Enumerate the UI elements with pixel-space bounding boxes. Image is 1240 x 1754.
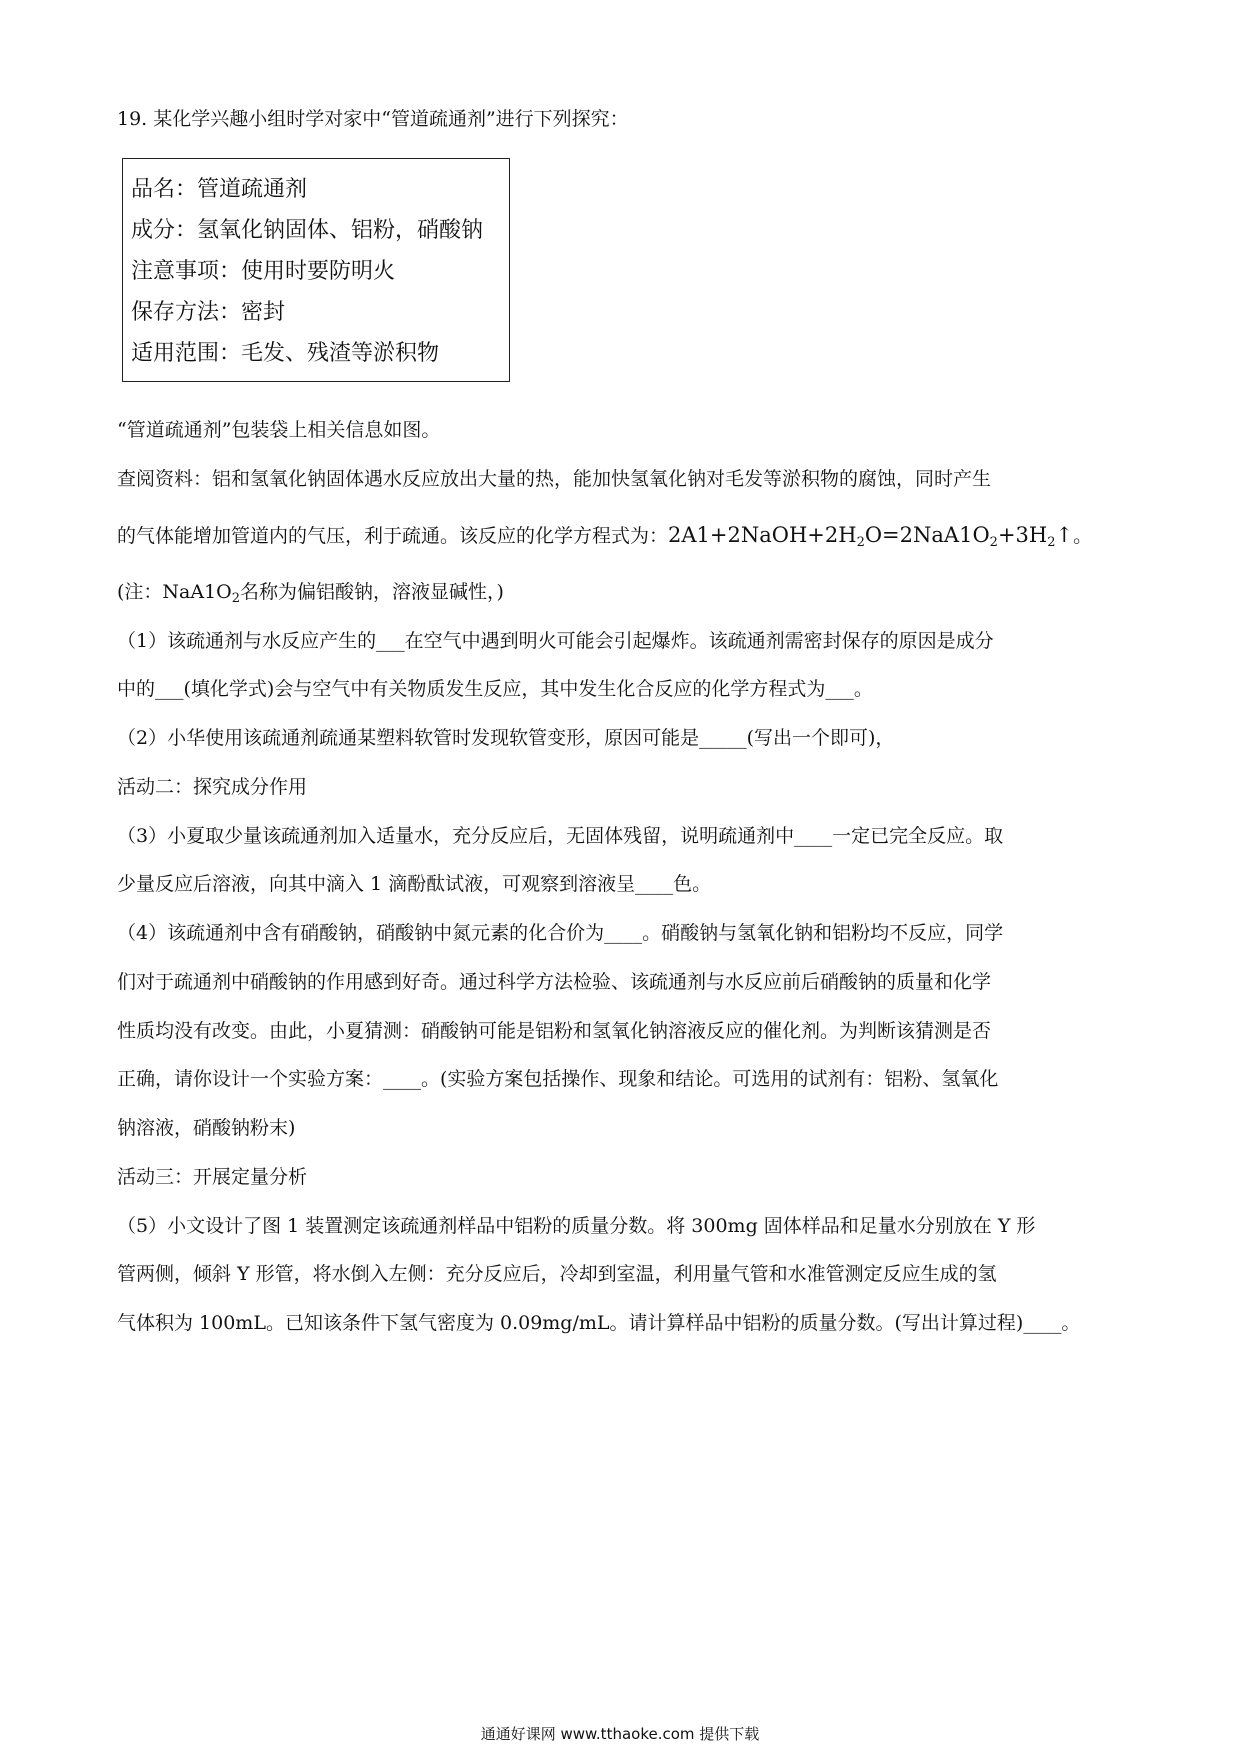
label-scope: 适用范围：毛发、残渣等淤积物	[131, 341, 440, 366]
label-caution: 注意事项：使用时要防明火	[131, 259, 396, 284]
research-line-2-text: 的气体能增加管道内的气压，利于疏通。该反应的化学方程式为：	[117, 525, 669, 547]
label-ingredients: 成分：氢氧化钠固体、铝粉，硝酸钠	[131, 218, 484, 243]
chemical-equation: $2A1+2NaOH+2H_2O=2NaA1O_2+3H_2↑$	[668, 523, 1074, 550]
q1-line-1: （1）该疏通剂与水反应产生的___在空气中遇到明火可能会引起爆炸。该疏通剂需密封保存的原因是成分	[117, 630, 994, 652]
q3-line-2: 少量反应后溶液，向其中滴入 1 滴酚酞试液，可观察到溶液呈____色。	[117, 873, 712, 895]
q3-line-1: （3）小夏取少量该疏通剂加入适量水，充分反应后，无固体残留，说明疏通剂中____一定已完全反应。取	[117, 825, 1004, 847]
intro-text: “管道疏通剂”包装袋上相关信息如图。	[117, 419, 441, 441]
note-text: (注：$NaA1O_2$名称为偏铝酸钠，溶液显碱性，)	[117, 581, 504, 606]
research-line-2: 的气体能增加管道内的气压，利于疏通。该反应的化学方程式为：$2A1+2NaOH+2H_2O=2NaA1O_2+3H_2↑$。	[117, 523, 1093, 550]
q4-line-2: 们对于疏通剂中硝酸钠的作用感到好奇。通过科学方法检验、该疏通剂与水反应前后硝酸钠的质量和化学	[117, 971, 992, 993]
label-name: 品名：管道疏通剂	[131, 177, 308, 202]
q4-line-4: 正确，请你设计一个实验方案：____。(实验方案包括操作、现象和结论。可选用的试剂有：铝粉、氢氧化	[117, 1068, 999, 1090]
activity-2-heading: 活动二：探究成分作用	[117, 776, 308, 798]
activity-3-heading: 活动三：开展定量分析	[117, 1166, 308, 1188]
q5-line-3: 气体积为 100mL。已知该条件下氢气密度为 0.09mg/mL。请计算样品中铝粉的质量分数。(写出计算过程)____。	[117, 1312, 1081, 1334]
q4-line-5: 钠溶液，硝酸钠粉末)	[117, 1117, 296, 1139]
question-title: 19. 某化学兴趣小组时学对家中“管道疏通剂”进行下列探究：	[117, 108, 629, 130]
q5-line-1: （5）小文设计了图 1 装置测定该疏通剂样品中铝粉的质量分数。将 300mg 固体样品和足量水分别放在 Y 形	[117, 1215, 1036, 1237]
gas-arrow-icon: ↑	[1055, 523, 1074, 547]
q4-line-3: 性质均没有改变。由此，小夏猜测：硝酸钠可能是铝粉和氢氧化钠溶液反应的催化剂。为判断该猜测是否	[117, 1020, 992, 1042]
q2-text: （2）小华使用该疏通剂疏通某塑料软管时发现软管变形，原因可能是_____(写出一个即可)，	[117, 727, 895, 749]
page-footer: 通通好课网 www.tthaoke.com 提供下载	[480, 1725, 760, 1743]
research-line-1: 查阅资料：铝和氢氧化钠固体遇水反应放出大量的热，能加快氢氧化钠对毛发等淤积物的腐蚀，同时产生	[117, 468, 992, 490]
q1-line-2: 中的___(填化学式)会与空气中有关物质发生反应，其中发生化合反应的化学方程式为___。	[117, 678, 873, 700]
q5-line-2: 管两侧，倾斜 Y 形管，将水倒入左侧：充分反应后，冷却到室温，利用量气管和水准管测定反应生成的氢	[117, 1263, 997, 1285]
label-storage: 保存方法：密封	[131, 300, 286, 325]
q4-line-1: （4）该疏通剂中含有硝酸钠，硝酸钠中氮元素的化合价为____。硝酸钠与氢氧化钠和铝粉均不反应，同学	[117, 922, 1004, 944]
product-label-box	[122, 158, 510, 382]
